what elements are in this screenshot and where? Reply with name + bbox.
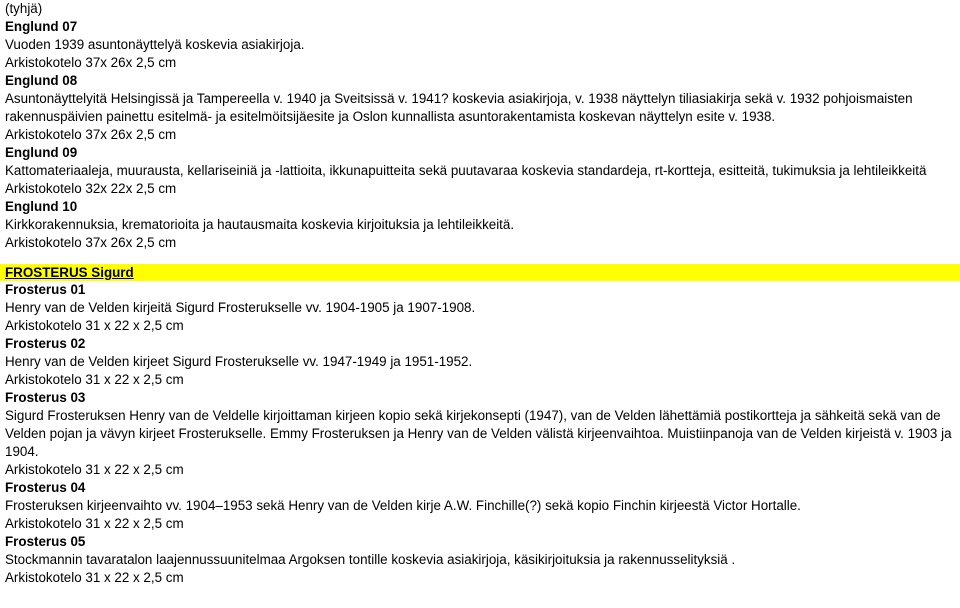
section-header-frosterus: FROSTERUS Sigurd — [0, 264, 960, 281]
entry-title-englund-07: Englund 07 — [5, 19, 78, 34]
entry-title-frosterus-02: Frosterus 02 — [5, 336, 86, 351]
entry-desc-frosterus-01: Henry van de Velden kirjeitä Sigurd Frosterukselle vv. 1904-1905 ja 1907-1908. — [5, 300, 476, 315]
entry-box-frosterus-05: Arkistokotelo 31 x 22 x 2,5 cm — [5, 570, 184, 585]
entry-desc-englund-08: Asuntonäyttelyitä Helsingissä ja Tampereella v. 1940 ja Sveitsissä v. 1941? koskevia asiakirjoja, v. 1938 näyttelyn tiliasiakirja sekä v. 1932 pohjoismaisten rakennuspäivien painettu esitelmä- ja esitelmöitsijäesite ja Oslon kunnallista asuntorakentamista koskevan näyttelyn esite v. 1938. — [5, 91, 913, 124]
entry-box-frosterus-01: Arkistokotelo 31 x 22 x 2,5 cm — [5, 318, 184, 333]
empty-marker: (tyhjä) — [5, 1, 43, 16]
section-spacer — [5, 252, 955, 264]
entry-title-frosterus-05: Frosterus 05 — [5, 534, 86, 549]
entry-desc-englund-10: Kirkkorakennuksia, krematorioita ja hautausmaita koskevia kirjoituksia ja lehtileikkeitä. — [5, 217, 515, 232]
entry-desc-frosterus-03: Sigurd Frosteruksen Henry van de Veldelle kirjoittaman kirjeen kopio sekä kirjekonsepti (1947), van de Velden lähettämiä postikortteja ja sähkeitä sekä van de Velden pojan ja vävyn kirjeet Frosterukselle. Emmy Frosteruksen ja Henry van de Velden välistä kirjeenvaihtoa. Muistiinpanoja van de Velden kirjeistä v. 1903 ja 1904. — [5, 408, 952, 459]
entry-desc-frosterus-02: Henry van de Velden kirjeet Sigurd Frosterukselle vv. 1947-1949 ja 1951-1952. — [5, 354, 473, 369]
entry-desc-frosterus-05: Stockmannin tavaratalon laajennussuunitelmaa Argoksen tontille koskevia asiakirjoja, käsikirjoituksia ja rakennusselityksiä . — [5, 552, 736, 567]
entry-title-englund-10: Englund 10 — [5, 199, 78, 214]
entry-title-frosterus-04: Frosterus 04 — [5, 480, 86, 495]
entry-box-englund-08: Arkistokotelo 37x 26x 2,5 cm — [5, 127, 177, 142]
entry-box-englund-07: Arkistokotelo 37x 26x 2,5 cm — [5, 55, 177, 70]
entry-title-englund-08: Englund 08 — [5, 73, 78, 88]
entry-box-englund-10: Arkistokotelo 37x 26x 2,5 cm — [5, 235, 177, 250]
entry-box-frosterus-04: Arkistokotelo 31 x 22 x 2,5 cm — [5, 516, 184, 531]
entry-title-frosterus-01: Frosterus 01 — [5, 282, 86, 297]
entry-box-englund-09: Arkistokotelo 32x 22x 2,5 cm — [5, 181, 177, 196]
archive-document — [5, 0, 955, 587]
entry-title-frosterus-03: Frosterus 03 — [5, 390, 86, 405]
entry-desc-frosterus-04: Frosteruksen kirjeenvaihto vv. 1904–1953 sekä Henry van de Velden kirje A.W. Finchille(?) sekä kopio Finchin kirjeestä Victor Hortalle. — [5, 498, 801, 513]
entry-box-frosterus-03: Arkistokotelo 31 x 22 x 2,5 cm — [5, 462, 184, 477]
entry-box-frosterus-02: Arkistokotelo 31 x 22 x 2,5 cm — [5, 372, 184, 387]
entry-desc-englund-07: Vuoden 1939 asuntonäyttelyä koskevia asiakirjoja. — [5, 37, 305, 52]
entry-desc-englund-09: Kattomateriaaleja, muurausta, kellariseiniä ja -lattioita, ikkunapuitteita sekä puutavaraa koskevia standardeja, rt-kortteja, esitteitä, tukimuksia ja lehtileikkeitä — [5, 163, 927, 178]
entry-title-englund-09: Englund 09 — [5, 145, 78, 160]
